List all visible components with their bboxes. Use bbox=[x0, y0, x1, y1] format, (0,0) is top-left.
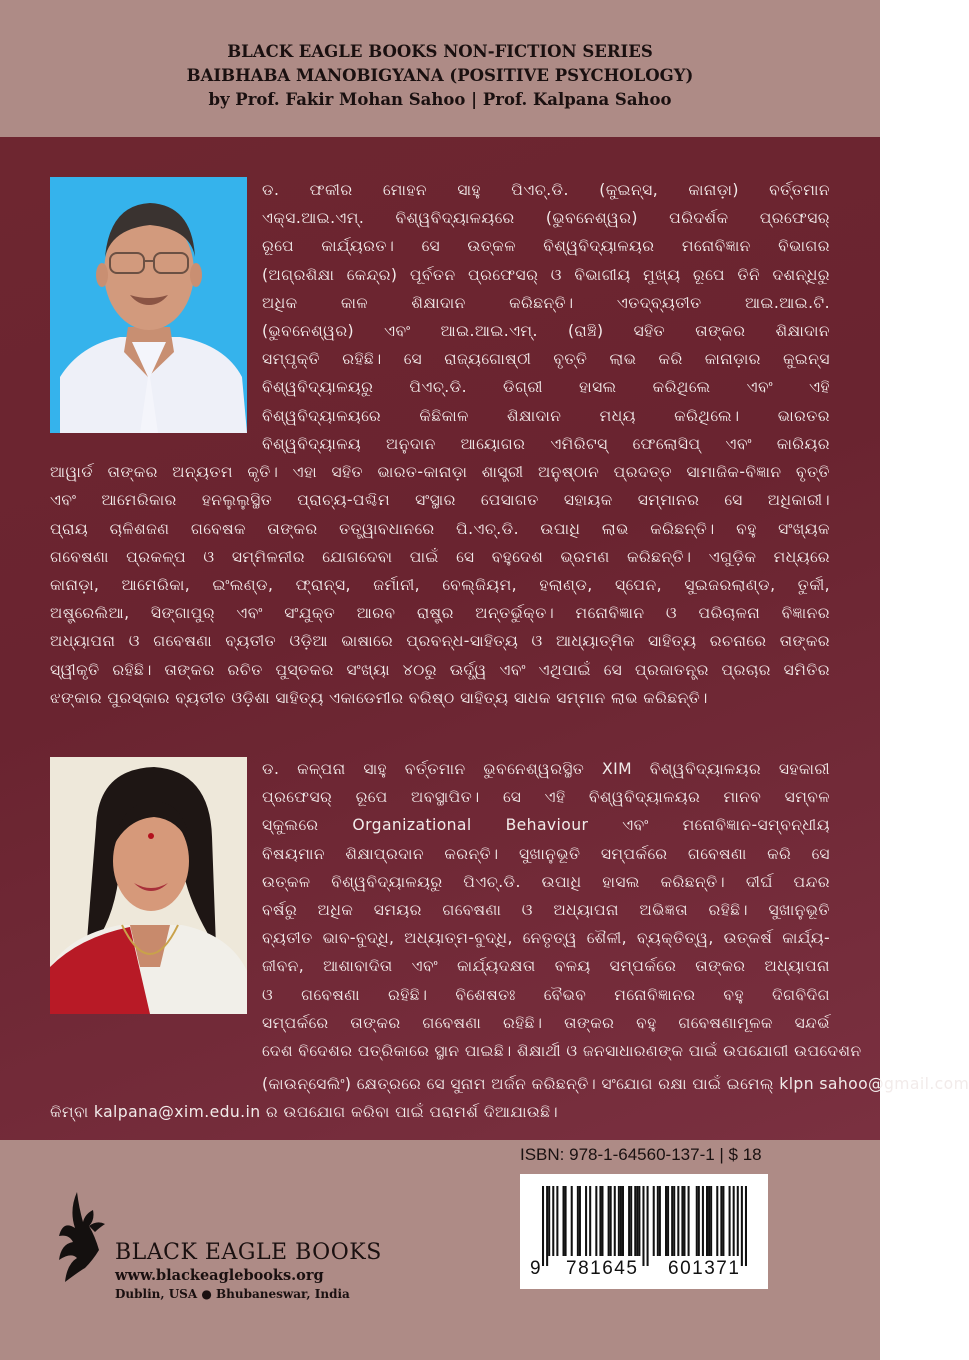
barcode-bar bbox=[595, 1186, 597, 1256]
publisher-name: BLACK EAGLE BOOKS bbox=[115, 1240, 382, 1265]
barcode-bar bbox=[683, 1186, 685, 1256]
bio1-line: ଆୱାର୍ଡ ତାଙ୍କର ଅନ୍ୟତମ କୃତି। ଏହା ସହିତ ଭାରତ-କାନାଡ଼ା ଶାସ୍ତ୍ରୀ ଅନୁଷ୍ଠାନ ପ୍ରଦତ୍ତ ସାମାଜିକ-ବିଜ୍ଞାନ ବୃତ୍ତି bbox=[50, 463, 830, 482]
isbn-price: ISBN: 978-1-64560-137-1 | $ 18 bbox=[520, 1145, 762, 1164]
barcode-bar bbox=[552, 1186, 554, 1256]
barcode-bar bbox=[571, 1186, 573, 1256]
barcode-bar bbox=[741, 1186, 743, 1266]
bio1-line: ଏବଂ ଆମେରିକାର ହନଲୁଲୁସ୍ଥିତ ପ୍ରାଚ୍ୟ-ପଶ୍ଚିମ ସଂସ୍ଥାର ପେସାଗତ ସହାୟକ ସମ୍ମାନର ସେ ଅଧିକାରୀ। bbox=[50, 491, 830, 510]
barcode-bar bbox=[722, 1186, 724, 1256]
bio1-line: ସମ୍ପୃକ୍ତି ରହିଛି। ସେ ରାଜ୍ୟଗୋଷ୍ଠୀ ବୃତ୍ତି ଲାଭ କରି କାନାଡ଼ାର କୁଇନ୍ସ bbox=[262, 350, 830, 369]
bio1-line: ଅଧ୍ୟାପନା ଓ ଗବେଷଣା ବ୍ୟତୀତ ଓଡ଼ିଆ ଭାଷାରେ ପ୍ରବନ୍ଧ-ସାହିତ୍ୟ ଓ ଆଧ୍ୟାତ୍ମିକ ସାହିତ୍ୟ ରଚନାରେ ତାଙ୍କର bbox=[50, 632, 830, 651]
barcode-bar bbox=[647, 1186, 649, 1266]
bio2-line: ଦେଶ ବିଦେଶର ପତ୍ରିକାରେ ସ୍ଥାନ ପାଇଛି। ଶିକ୍ଷାର୍ଥୀ ଓ ଜନସାଧାରଣଙ୍କ ପାଇଁ ଉପଯୋଗୀ ଉପଦେଶନ bbox=[262, 1041, 862, 1060]
barcode-bar bbox=[610, 1186, 612, 1256]
book-title: BAIBHABA MANOBIGYANA (POSITIVE PSYCHOLOGY) bbox=[186, 66, 694, 85]
author-photo-fakir-mohan-sahoo bbox=[50, 177, 247, 433]
barcode-digits-right: 601371 bbox=[668, 1258, 741, 1279]
barcode-bar bbox=[579, 1186, 581, 1256]
bio2-line: ବ୍ୟତୀତ ଭାବ-ବୁଦ୍ଧି, ଅଧ୍ୟାତ୍ମ-ବୁଦ୍ଧି, ନେତୃତ୍ୱ ଶୈଳୀ, ବ୍ୟକ୍ତିତ୍ୱ, ଉତ୍କର୍ଷ କାର୍ଯ୍ୟ- bbox=[262, 929, 830, 948]
barcode-digit-prefix: 9 bbox=[530, 1258, 543, 1279]
bio1-text-full-width bbox=[50, 430, 830, 712]
authors-line: by Prof. Fakir Mohan Sahoo | Prof. Kalpana Sahoo bbox=[208, 90, 672, 109]
series-title: BLACK EAGLE BOOKS NON-FICTION SERIES bbox=[227, 42, 653, 61]
barcode-bar bbox=[729, 1186, 731, 1256]
header-text bbox=[0, 40, 880, 112]
barcode-bar bbox=[601, 1186, 603, 1256]
bio2-text-full-width bbox=[50, 1070, 969, 1126]
bio2-line: ଓ ଗବେଷଣା ରହିଛି। ବିଶେଷତଃ ବୈଭବ ମନୋବିଜ୍ଞାନର ବହୁ ଦିଗବିଦିଗ bbox=[262, 985, 830, 1004]
barcode-bar bbox=[565, 1186, 567, 1256]
bio1-line: ସ୍ୱୀକୃତି ରହିଛି। ତାଙ୍କର ରଚିତ ପୁସ୍ତକର ସଂଖ୍ୟା ୪୦ରୁ ଊର୍ଦ୍ଧ୍ୱ ଏବଂ ଏଥିପାଇଁ ସେ ପ୍ରଜାତନ୍ତ୍ର ପ୍ରଚାର ସମିତିର bbox=[50, 660, 830, 679]
barcode-bar bbox=[737, 1186, 739, 1256]
bio1-line: ପ୍ରାୟ ଚାଳିଶଜଣ ଗବେଷକ ତାଙ୍କର ତତ୍ତ୍ୱାବଧାନରେ ପି.ଏଚ୍.ଡି. ଉପାଧି ଲାଭ କରିଛନ୍ତି। ବହୁ ସଂଖ୍ୟକ bbox=[50, 519, 830, 538]
bio1-line: (ଅଗ୍ରଶିକ୍ଷା କେନ୍ଦ୍ର) ପୂର୍ବତନ ପ୍ରଫେସର୍ ଓ ବିଭାଗୀୟ ମୁଖ୍ୟ ରୂପେ ତିନି ଦଶନ୍ଧିରୁ bbox=[262, 265, 830, 284]
publisher-location: Dublin, USA ● Bhubaneswar, India bbox=[115, 1287, 350, 1301]
barcode-bar bbox=[638, 1186, 640, 1256]
bio1-line: ଅଧିକ କାଳ ଶିକ୍ଷାଦାନ କରିଛନ୍ତି। ଏତଦ୍‌ବ୍ୟତୀତ ଆଇ.ଆଇ.ଟି. bbox=[262, 293, 830, 312]
barcode-bar bbox=[620, 1186, 622, 1256]
bio2-line: (କାଉନ୍‌ସେଲିଂ) କ୍ଷେତ୍ରରେ ସେ ସୁନାମ ଅର୍ଜନ କରିଛନ୍ତି। ସଂଯୋଗ ରକ୍ଷା ପାଇଁ ଇମେଲ୍ klpn sahoo@gmail.com bbox=[262, 1075, 969, 1093]
barcode-bar bbox=[733, 1186, 735, 1256]
publisher-website: www.blackeaglebooks.org bbox=[115, 1267, 324, 1284]
bio1-line: ଡ. ଫକୀର ମୋହନ ସାହୁ ପିଏଚ୍.ଡି. (କୁଇନ୍ସ, କାନାଡ଼ା) ବର୍ତ୍ତମାନ bbox=[262, 181, 830, 199]
bio1-line: (ଭୁବନେଶ୍ୱର) ଏବଂ ଆଇ.ଆଇ.ଏମ୍. (ରାଞ୍ଚି) ସହିତ ତାଙ୍କର ଶିକ୍ଷାଦାନ bbox=[262, 321, 830, 340]
barcode-bar bbox=[708, 1186, 710, 1256]
barcode-bar bbox=[542, 1186, 544, 1266]
barcode-bar bbox=[710, 1186, 712, 1256]
barcode-bar bbox=[634, 1186, 636, 1256]
barcode-bar bbox=[720, 1186, 722, 1256]
barcode-bar bbox=[628, 1186, 630, 1256]
bio1-line: ବିଶ୍ୱବିଦ୍ୟାଳୟରୁ ପିଏଚ୍.ଡି. ଡିଗ୍ରୀ ହାସଲ କରିଥିଲେ ଏବଂ ଏହି bbox=[262, 378, 830, 397]
bio1-line: ଝଙ୍କାର ପୁରସ୍କାର ବ୍ୟତୀତ ଓଡ଼ିଶା ସାହିତ୍ୟ ଏକାଡେମୀର ବରିଷ୍ଠ ସାହିତ୍ୟ ସାଧକ ସମ୍ମାନ ଲାଭ କରିଛନ୍ତି। bbox=[50, 688, 708, 707]
bio1-line: କାନାଡ଼ା, ଆମେରିକା, ଇଂଲଣ୍ଡ, ଫ୍ରାନ୍ସ, ଜର୍ମାନୀ, ବେଲ୍‌ଜିୟମ, ହଲାଣ୍ଡ, ସ୍ପେନ, ସୁଇଜରଲାଣ୍ଡ, ତୁର୍କୀ, bbox=[50, 575, 830, 594]
bio2-line: ଡ. କଳ୍ପନା ସାହୁ ବର୍ତ୍ତମାନ ଭୁବନେଶ୍ୱରସ୍ଥିତ XIM ବିଶ୍ୱବିଦ୍ୟାଳୟର ସହକାରୀ bbox=[262, 760, 830, 778]
barcode-bar bbox=[653, 1186, 655, 1256]
barcode-bar bbox=[630, 1186, 632, 1256]
bio1-line: ବିଶ୍ୱବିଦ୍ୟାଳୟ ଅନୁଦାନ ଆୟୋଗର ଏମିରିଟସ୍ ଫେଲୋସିପ୍ ଏବଂ କାରିୟର bbox=[262, 435, 830, 453]
barcode-bar bbox=[548, 1186, 550, 1256]
barcode-bar bbox=[577, 1186, 579, 1256]
barcode-bar bbox=[677, 1186, 679, 1256]
barcode-bar bbox=[642, 1186, 644, 1266]
bio1-line: ବିଶ୍ୱବିଦ୍ୟାଳୟରେ କିଛିକାଳ ଶିକ୍ଷାଦାନ ମଧ୍ୟ କରିଥିଲେ। ଭାରତର bbox=[262, 406, 830, 425]
barcode-bar bbox=[608, 1186, 610, 1256]
barcode-bar bbox=[665, 1186, 667, 1256]
bio2-line: ଜୀବନ, ଆଶାବାଦିତା ଏବଂ କାର୍ଯ୍ୟଦକ୍ଷତା ବଳୟ ସମ୍ପର୍କରେ ତାଙ୍କର ଅଧ୍ୟାପନା bbox=[262, 957, 830, 976]
bio2-line: ଉତ୍କଳ ବିଶ୍ୱବିଦ୍ୟାଳୟରୁ ପିଏଚ୍.ଡି. ଉପାଧି ହାସଲ କରିଛନ୍ତି। ଦୀର୍ଘ ପନ୍ଦର bbox=[262, 872, 830, 891]
barcode-bar bbox=[589, 1186, 591, 1256]
barcode-bar bbox=[622, 1186, 624, 1256]
bio1-line: ରୂପେ କାର୍ଯ୍ୟରତ। ସେ ଉତ୍କଳ ବିଶ୍ୱବିଦ୍ୟାଳୟର ମନୋବିଜ୍ଞାନ ବିଭାଗର bbox=[262, 237, 830, 256]
bio2-line: ପ୍ରଫେସର୍ ରୂପେ ଅବସ୍ଥାପିତ। ସେ ଏହି ବିଶ୍ୱବିଦ୍ୟାଳୟର ମାନବ ସମ୍ବଳ bbox=[262, 788, 830, 807]
black-eagle-logo-icon bbox=[55, 1190, 115, 1290]
barcode bbox=[520, 1174, 768, 1289]
barcode-bar bbox=[546, 1186, 548, 1266]
barcode-bar bbox=[688, 1186, 690, 1256]
barcode-bar bbox=[716, 1186, 718, 1256]
barcode-bar bbox=[673, 1186, 675, 1256]
barcode-bar bbox=[585, 1186, 587, 1256]
bio2-line: ସ୍କୁଲରେ Organizational Behaviour ଏବଂ ମନୋବିଜ୍ଞାନ-ସମ୍ବନ୍ଧୀୟ bbox=[262, 816, 830, 835]
barcode-bar bbox=[556, 1186, 558, 1256]
bio2-line: ବିଷୟମାନ ଶିକ୍ଷାପ୍ରଦାନ କରନ୍ତି। ସୁଖାନୁଭୂତି ସମ୍ପର୍କରେ ଗବେଷଣା କରି ସେ bbox=[262, 844, 830, 863]
bio1-line: ଏକ୍ସ.ଆଇ.ଏମ୍. ବିଶ୍ୱବିଦ୍ୟାଳୟରେ (ଭୁବନେଶ୍ୱର) ପରିଦର୍ଶକ ପ୍ରଫେସର୍ bbox=[262, 209, 830, 228]
bio2-line: ବର୍ଷରୁ ଅଧିକ ସମୟର ଗବେଷଣା ଓ ଅଧ୍ୟାପନା ଅଭିଜ୍ଞତା ରହିଛି। ସୁଖାନୁଭୂତି bbox=[262, 900, 830, 919]
barcode-bar bbox=[659, 1186, 661, 1256]
barcode-bar bbox=[636, 1186, 638, 1256]
barcode-bar bbox=[696, 1186, 698, 1256]
barcode-bar bbox=[614, 1186, 616, 1256]
barcode-bar bbox=[563, 1186, 565, 1256]
barcode-bar bbox=[671, 1186, 673, 1256]
bio1-text-beside-photo bbox=[262, 176, 830, 430]
bio1-line: ଅଷ୍ଟ୍ରେଲିଆ, ସିଙ୍ଗାପୁର୍ ଏବଂ ସଂଯୁକ୍ତ ଆରବ ରାଷ୍ଟ୍ର ଅନ୍ତର୍ଭୁକ୍ତ। ମନୋବିଜ୍ଞାନ ଓ ପରିଚାଳନା ବିଜ୍ଞାନର bbox=[50, 604, 830, 623]
bio1-line: ଗବେଷଣା ପ୍ରକଳ୍ପ ଓ ସମ୍ମିଳନୀର ଯୋଗଦେବା ପାଇଁ ସେ ବହୁଦେଶ ଭ୍ରମଣ କରିଛନ୍ତି। ଏଗୁଡ଼ିକ ମଧ୍ୟରେ bbox=[50, 547, 830, 566]
barcode-bar bbox=[599, 1186, 601, 1256]
barcode-bar bbox=[657, 1186, 659, 1256]
barcode-bar bbox=[702, 1186, 704, 1256]
bio2-line: ସମ୍ପର୍କରେ ତାଙ୍କର ଗବେଷଣା ରହିଛି। ତାଙ୍କର ବହୁ ଗବେଷଣାମୂଳକ ସନ୍ଦର୍ଭ bbox=[262, 1013, 830, 1032]
barcode-bar bbox=[706, 1186, 708, 1256]
barcode-bar bbox=[681, 1186, 683, 1256]
barcode-bar bbox=[745, 1186, 747, 1266]
barcode-digits-left: 781645 bbox=[566, 1258, 639, 1279]
barcode-bar bbox=[618, 1186, 620, 1256]
bio2-line: କିମ୍ବା kalpana@xim.edu.in ର ଉପଯୋଗ କରିବା ପାଇଁ ପରାମର୍ଶ ଦିଆଯାଉଛି। bbox=[50, 1103, 559, 1122]
bio2-text-beside-photo bbox=[262, 755, 862, 1065]
barcode-bar bbox=[667, 1186, 669, 1256]
barcode-bar bbox=[698, 1186, 700, 1256]
author-photo-kalpana-sahoo bbox=[50, 757, 247, 1014]
